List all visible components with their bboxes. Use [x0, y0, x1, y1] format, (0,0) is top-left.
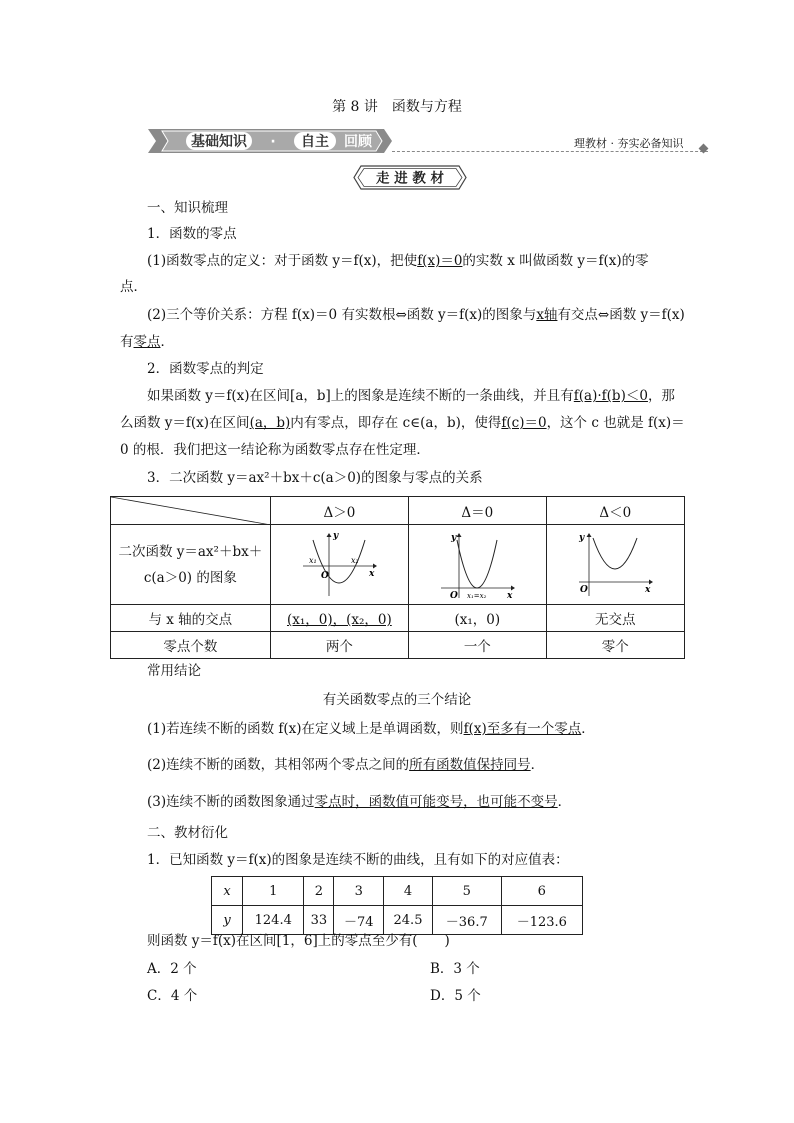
svg-text:x: x	[507, 590, 513, 600]
svg-text:x₁: x₁	[309, 555, 318, 565]
table-row-count	[111, 632, 685, 659]
conclusions-heading: 有关函数零点的三个结论	[322, 692, 472, 708]
intersect-two: (x₁，0)，(x₂，0)	[270, 605, 408, 632]
banner-part-2: 自主	[301, 134, 329, 150]
row-count-label: 零点个数	[111, 632, 271, 659]
graph-two-roots	[270, 525, 408, 605]
value-table	[211, 876, 583, 935]
svg-text:y: y	[333, 530, 339, 541]
section1-heading: 一、知识梳理	[147, 200, 228, 216]
blank-zero-point: 零点	[133, 334, 161, 350]
svg-text:y: y	[451, 532, 457, 543]
zero-judge-text-3: 0 的根．我们把这一结论称为函数零点存在性定理．	[120, 442, 430, 458]
section-banner	[148, 127, 392, 155]
banner-right-text: 理教材 · 夯实必备知识	[574, 137, 684, 150]
banner-dot: ·	[270, 134, 276, 150]
quadratic-heading: 3．二次函数 y＝ax²＋bx＋c(a＞0)的图象与零点的关系	[147, 470, 483, 486]
zero-def-heading: 1．函数的零点	[147, 226, 237, 242]
svg-text:x₁=x₂: x₁=x₂	[467, 591, 487, 600]
option-c[interactable]: C．4 个	[147, 988, 198, 1004]
svg-text:x₂: x₂	[351, 555, 360, 565]
option-a[interactable]: A．2 个	[147, 961, 197, 977]
equivalence-tail: 有零点．	[120, 334, 174, 350]
count-zero: 零个	[546, 632, 684, 659]
header-delta-pos: Δ＞0	[270, 497, 408, 525]
count-one: 一个	[409, 632, 546, 659]
option-d[interactable]: D．5 个	[430, 988, 481, 1004]
value-table-row-x: x 1 2 3 4 5 6	[212, 877, 583, 906]
common-conclusions-label: 常用结论	[147, 663, 201, 679]
quadratic-zero-table	[110, 496, 685, 659]
table-row-graph	[111, 525, 685, 605]
table-header-row	[111, 497, 685, 525]
banner-part-1: 基础知识	[191, 134, 247, 150]
conclusion-3: (3)连续不断的函数图象通过零点时，函数值可能变号，也可能不变号．	[147, 794, 572, 810]
svg-text:y: y	[579, 532, 585, 543]
table-corner-cell	[111, 497, 271, 525]
svg-text:x: x	[645, 584, 651, 595]
parabola-two-roots-graph	[299, 530, 379, 600]
zero-def-tail: 点．	[120, 279, 147, 295]
banner-part-3: 回顾	[344, 134, 372, 150]
table-row-intersect	[111, 605, 685, 632]
page-title: 第 8 讲 函数与方程	[332, 99, 462, 115]
row-intersect-label: 与 x 轴的交点	[111, 605, 271, 632]
zero-judge-text-2: 么函数 y＝f(x)在区间(a，b)内有零点，即存在 c∈(a，b)，使得f(c)＝0，这个 c 也就是 f(x)＝	[120, 415, 685, 431]
intersect-one: (x₁，0)	[409, 605, 546, 632]
value-table-row-y: y 124.4 33 －74 24.5 －36.7 －123.6	[212, 906, 583, 935]
question-1: 1．已知函数 y＝f(x)的图象是连续不断的曲线，且有如下的对应值表：	[147, 852, 569, 868]
zero-def-text: (1)函数零点的定义：对于函数 y＝f(x)，把使f(x)＝0的实数 x 叫做函数 y＝f(x)的零	[147, 253, 649, 269]
svg-text:x: x	[369, 568, 375, 579]
enter-textbook-tag	[353, 165, 467, 190]
parabola-one-root-graph	[437, 530, 517, 600]
row-graph-label: 二次函数 y＝ax²＋bx＋ c(a＞0) 的图象	[111, 525, 271, 605]
intersect-none: 无交点	[546, 605, 684, 632]
header-delta-neg: Δ＜0	[546, 497, 684, 525]
conclusion-2: (2)连续不断的函数，其相邻两个零点之间的所有函数值保持同号．	[147, 757, 545, 773]
graph-no-root	[546, 525, 684, 605]
blank-x-axis: x轴	[536, 307, 558, 323]
banner-rule	[392, 151, 708, 153]
enter-textbook-label: 走 进 教 材	[375, 170, 445, 187]
question-1-tail: 则函数 y＝f(x)在区间[1，6]上的零点至少有( )	[147, 933, 450, 949]
svg-text:O: O	[450, 590, 459, 600]
section2-heading: 二、教材衍化	[147, 825, 228, 841]
svg-text:O: O	[580, 584, 589, 595]
blank-fx0: f(x)＝0	[417, 253, 463, 269]
svg-text:O: O	[321, 570, 330, 581]
blank-fafb: f(a)·f(b)＜0	[573, 388, 648, 404]
blank-ab: (a，b)	[249, 415, 291, 431]
option-b[interactable]: B．3 个	[430, 961, 480, 977]
blank-fc0: f(c)＝0	[501, 415, 547, 431]
header-delta-zero: Δ＝0	[409, 497, 546, 525]
parabola-no-root-graph	[575, 530, 655, 600]
count-two: 两个	[270, 632, 408, 659]
equivalence-text: (2)三个等价关系：方程 f(x)＝0 有实数根⇔函数 y＝f(x)的图象与x轴有交点⇔函数 y＝f(x)	[147, 307, 685, 323]
zero-judge-heading: 2．函数零点的判定	[147, 361, 264, 377]
graph-one-root	[409, 525, 546, 605]
zero-judge-text-1: 如果函数 y＝f(x)在区间[a，b]上的图象是连续不断的一条曲线，并且有f(a)·f(b)＜0，那	[147, 388, 675, 404]
conclusion-1: (1)若连续不断的函数 f(x)在定义域上是单调函数，则f(x)至多有一个零点．	[147, 721, 595, 737]
